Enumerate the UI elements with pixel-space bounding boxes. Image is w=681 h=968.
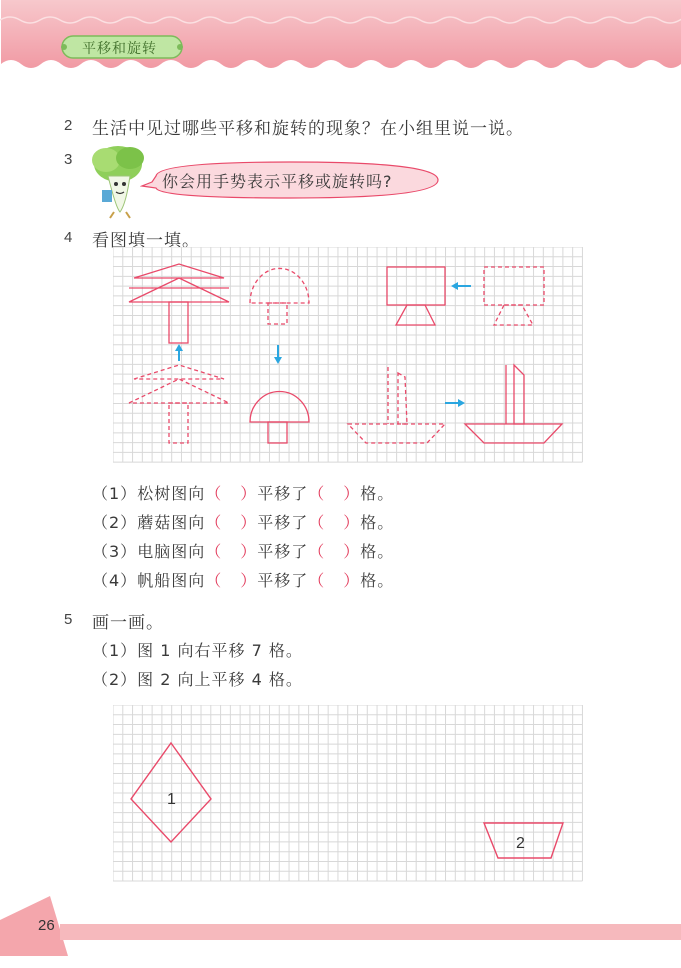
q4-item-shift-label: 平移了 bbox=[257, 484, 309, 503]
paren-close: ） bbox=[240, 542, 258, 561]
paren-close: ） bbox=[240, 513, 258, 532]
q4-text: 看图填一填。 bbox=[92, 231, 200, 251]
paren-open: （ bbox=[308, 513, 326, 532]
q4-item-index: （4） bbox=[92, 571, 138, 590]
q4-item-2 bbox=[92, 510, 394, 533]
figure-1-label: 1 bbox=[167, 791, 176, 808]
q4-item-shift-label: 平移了 bbox=[257, 542, 309, 561]
paren-open: （ bbox=[205, 484, 223, 503]
q4-number: 4 bbox=[64, 229, 73, 246]
q4-item-direction-label: 蘑菇图向 bbox=[137, 513, 206, 532]
q4-item-shift-label: 平移了 bbox=[257, 571, 309, 590]
pine-tree-solid-mid bbox=[129, 278, 229, 302]
answer-blank-count[interactable] bbox=[308, 484, 360, 503]
q5-item-1: （1）图 1 向右平移 7 格。 bbox=[92, 641, 303, 660]
q4-item-unit-label: 格。 bbox=[360, 484, 395, 503]
footer-page-tab bbox=[0, 896, 681, 956]
paren-open: （ bbox=[308, 571, 326, 590]
q3-bubble-text: 你会用手势表示平移或旋转吗? bbox=[162, 172, 393, 191]
q4-item-3 bbox=[92, 539, 394, 562]
q2-text: 生活中见过哪些平移和旋转的现象？在小组里说一说。 bbox=[92, 119, 524, 139]
q2-number: 2 bbox=[64, 117, 73, 134]
q5-number: 5 bbox=[64, 611, 73, 628]
paren-open: （ bbox=[308, 542, 326, 561]
q4-item-index: （3） bbox=[92, 542, 138, 561]
paren-close: ） bbox=[343, 571, 361, 590]
q5-grid-figure bbox=[113, 705, 583, 883]
answer-blank-direction[interactable] bbox=[205, 571, 257, 590]
answer-blank-direction[interactable] bbox=[205, 513, 257, 532]
paren-close: ） bbox=[343, 542, 361, 561]
paren-open: （ bbox=[205, 571, 223, 590]
q4-grid-figure bbox=[113, 247, 583, 465]
paren-open: （ bbox=[205, 513, 223, 532]
q4-item-index: （1） bbox=[92, 484, 138, 503]
q4-item-unit-label: 格。 bbox=[360, 542, 395, 561]
answer-blank-count[interactable] bbox=[308, 513, 360, 532]
q5-text: 画一画。 bbox=[92, 613, 164, 633]
paren-close: ） bbox=[343, 484, 361, 503]
paren-open: （ bbox=[205, 542, 223, 561]
q4-item-4 bbox=[92, 568, 394, 591]
q4-item-1 bbox=[92, 481, 394, 504]
answer-blank-direction[interactable] bbox=[205, 542, 257, 561]
q4-item-index: （2） bbox=[92, 513, 138, 532]
q4-item-unit-label: 格。 bbox=[360, 571, 395, 590]
paren-close: ） bbox=[240, 484, 258, 503]
header-title-tab bbox=[58, 34, 186, 60]
q3-speech-bubble bbox=[140, 160, 442, 200]
q4-item-direction-label: 帆船图向 bbox=[137, 571, 206, 590]
answer-blank-count[interactable] bbox=[308, 571, 360, 590]
paren-close: ） bbox=[343, 513, 361, 532]
q4-item-shift-label: 平移了 bbox=[257, 513, 309, 532]
answer-blank-count[interactable] bbox=[308, 542, 360, 561]
header-title: 平移和旋转 bbox=[82, 41, 157, 57]
q5-item-2: （2）图 2 向上平移 4 格。 bbox=[92, 670, 303, 689]
q4-item-direction-label: 松树图向 bbox=[137, 484, 206, 503]
q3-number: 3 bbox=[64, 151, 73, 168]
page-number: 26 bbox=[38, 917, 55, 934]
q4-item-unit-label: 格。 bbox=[360, 513, 395, 532]
answer-blank-direction[interactable] bbox=[205, 484, 257, 503]
paren-close: ） bbox=[240, 571, 258, 590]
paren-open: （ bbox=[308, 484, 326, 503]
q4-item-direction-label: 电脑图向 bbox=[137, 542, 206, 561]
figure-2-label: 2 bbox=[516, 835, 525, 852]
